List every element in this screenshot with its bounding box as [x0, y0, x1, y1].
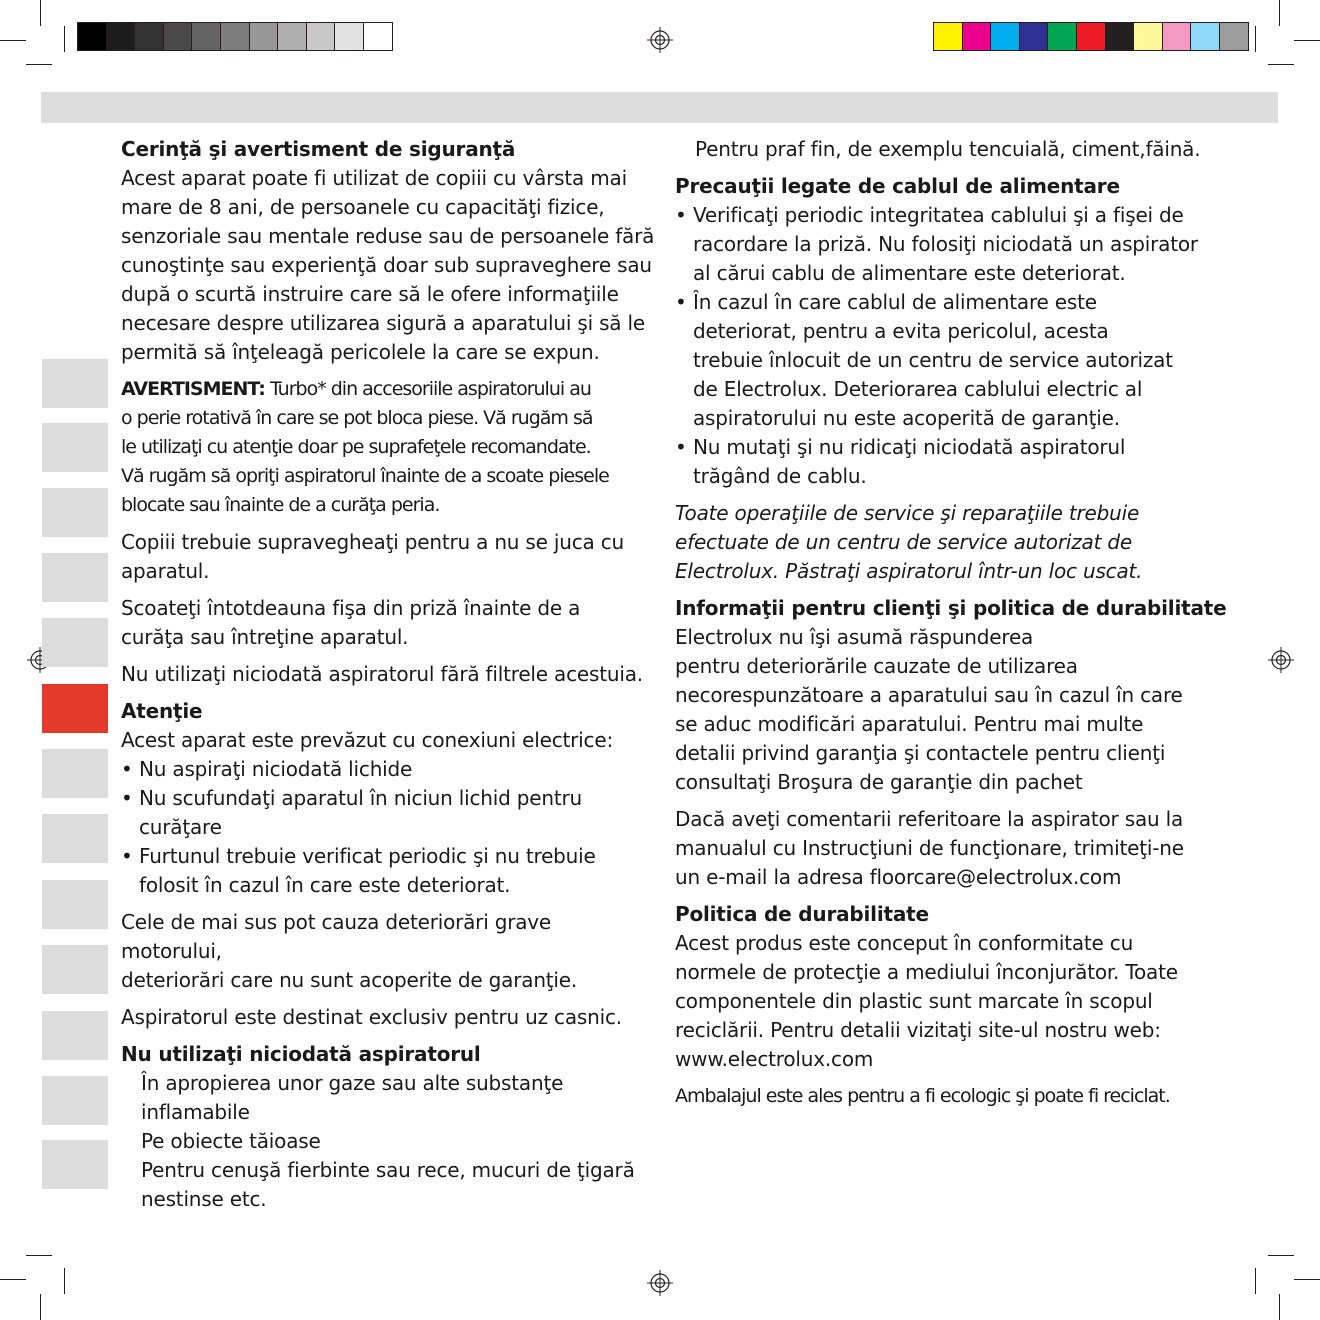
- unplug-paragraph: Scoateţi întotdeauna fişa din priză înainte de a curăţa sau întreţine aparatul.: [121, 596, 581, 649]
- attention-title: Atenţie: [121, 699, 203, 723]
- damage-paragraph: Cele de mai sus pot cauza deteriorări grave motorului, deteriorări care nu sunt acoperite de garanţie.: [121, 910, 578, 992]
- never-use-section: [121, 1040, 656, 1214]
- safety-text-line: Acest aparat poate fi utilizat de copiii cu vârsta mai: [121, 166, 627, 190]
- safety-text-line: senzoriale sau mentale reduse sau de persoanele fără: [121, 224, 655, 248]
- list-item: • Furtunul trebuie verificat periodic şi nu trebuie folosit în cazul în care este deteriorat.: [121, 842, 656, 900]
- color-swatch: [1191, 23, 1220, 50]
- sustainability-section: Politica de durabilitate Acest produs este conceput în conformitate cu normele de protecţie a mediului înconjurător. Toate componentele din plastic sunt marcate în scopul reciclării. Pentru detalii vizitaţi site-ul nostru web: www.electrolux.com: [675, 900, 1230, 1074]
- language-tab[interactable]: [42, 359, 108, 408]
- color-swatch: [307, 23, 336, 50]
- warning-text: o perie rotativă în care se pot bloca piese. Vă rugăm să: [121, 407, 593, 429]
- email-line: un e-mail la adresa floorcare@electrolux.com: [675, 865, 1122, 889]
- color-swatch: [963, 23, 992, 50]
- language-tab[interactable]: [42, 423, 108, 472]
- language-tab[interactable]: [42, 945, 108, 994]
- warning-text: Turbo* din accesoriile aspiratorului au: [264, 378, 591, 400]
- color-swatch: [1134, 23, 1163, 50]
- feedback-paragraph: Dacă aveţi comentarii referitoare la aspirator sau la manualul cu Instrucţiuni de funcţionare, trimiteţi-ne un e-mail la adresa floorcare@electrolux.com: [675, 805, 1230, 892]
- color-swatch: [364, 23, 392, 50]
- left-column: [121, 135, 656, 1214]
- safety-text-line: mare de 8 ani, de persoanele cu capacităţi fizice,: [121, 195, 605, 219]
- sustainability-title: Politica de durabilitate: [675, 902, 929, 926]
- color-swatch: [991, 23, 1020, 50]
- customer-info-section: Informaţii pentru clienţi şi politica de durabilitate Electrolux nu îşi asumă răspunderea pentru deteriorările cauzate de utilizarea necorespunzătoare a aparatului sau în cazul în care se aduc modificări aparatului. Pentru mai multe detalii privind garanţia şi contactele pentru clienţi consultaţi Broşura de garanţie din pachet: [675, 594, 1230, 797]
- attention-intro: Acest aparat este prevăzut cu conexiuni electrice:: [121, 728, 613, 752]
- attention-list: [121, 755, 656, 900]
- registration-mark-right: [1268, 647, 1294, 673]
- color-swatch: [1220, 23, 1248, 50]
- language-tab-active[interactable]: [42, 684, 108, 733]
- language-tab[interactable]: [42, 814, 108, 863]
- color-swatch: [192, 23, 221, 50]
- color-swatch: [135, 23, 164, 50]
- color-swatch: [278, 23, 307, 50]
- color-swatch: [934, 23, 963, 50]
- safety-text-line: după o scurtă instruire care să le ofere informaţiile: [121, 282, 619, 306]
- website-line: www.electrolux.com: [675, 1047, 874, 1071]
- color-swatch: [1020, 23, 1049, 50]
- language-tab[interactable]: [42, 618, 108, 667]
- customer-info-title: Informaţii pentru clienţi şi politica de durabilitate: [675, 596, 1227, 620]
- list-item: Pentru cenuşă fierbinte sau rece, mucuri de ţigară: [141, 1158, 635, 1182]
- color-swatch: [221, 23, 250, 50]
- language-tab[interactable]: [42, 1011, 108, 1060]
- list-item: • În cazul în care cablul de alimentare este deteriorat, pentru a evita pericolul, acesta trebuie înlocuit de un centru de service autorizat de Electrolux. Deteriorarea cablului electric al aspiratorului nu este acoperită de garanţie.: [675, 288, 1230, 433]
- grayscale-calibration-bar: [77, 22, 393, 51]
- color-calibration-bar: [933, 22, 1249, 51]
- safety-section: [121, 135, 656, 367]
- list-item: Pe obiecte tăioase: [141, 1129, 321, 1153]
- domestic-use-paragraph: Aspiratorul este destinat exclusiv pentru uz casnic.: [121, 1005, 622, 1029]
- registration-mark-bottom: [647, 1270, 673, 1296]
- header-band: [41, 92, 1278, 123]
- warning-text: blocate sau înainte de a curăţa peria.: [121, 494, 440, 516]
- list-item: • Nu scufundaţi aparatul în niciun lichid pentru curăţare: [121, 784, 656, 842]
- language-tab[interactable]: [42, 1076, 108, 1125]
- list-item: În apropierea unor gaze sau alte substanţe: [141, 1071, 564, 1095]
- cable-section: [675, 172, 1230, 491]
- service-note: Toate operaţiile de service şi reparaţiile trebuie efectuate de un centru de service autorizat de Electrolux. Păstraţi aspiratorul într-un loc uscat.: [675, 501, 1143, 583]
- right-column: [675, 135, 1230, 1111]
- cable-list: [675, 201, 1230, 491]
- color-swatch: [1048, 23, 1077, 50]
- never-use-title: Nu utilizaţi niciodată aspiratorul: [121, 1042, 481, 1066]
- color-swatch: [107, 23, 136, 50]
- color-swatch: [78, 23, 107, 50]
- color-swatch: [1163, 23, 1192, 50]
- warning-label: AVERTISMENT:: [121, 378, 265, 400]
- list-item: • Verificaţi periodic integritatea cablului şi a fişei de racordare la priză. Nu folosiţi niciodată un aspirator al cărui cablu de alimentare este deteriorat.: [675, 201, 1230, 288]
- packaging-note: Ambalajul este ales pentru a fi ecologic şi poate fi reciclat.: [675, 1085, 1170, 1107]
- list-item: nestinse etc.: [141, 1187, 267, 1211]
- safety-text-line: permită să înţeleagă pericolele la care se expun.: [121, 340, 600, 364]
- list-item: • Nu aspiraţi niciodată lichide: [121, 755, 656, 784]
- fine-dust-line: Pentru praf fin, de exemplu tencuială, ciment,făină.: [695, 137, 1201, 161]
- filters-paragraph: Nu utilizaţi niciodată aspiratorul fără filtrele acestuia.: [121, 662, 643, 686]
- language-tab[interactable]: [42, 880, 108, 929]
- color-swatch: [335, 23, 364, 50]
- children-paragraph: Copiii trebuie supravegheaţi pentru a nu se juca cu aparatul.: [121, 530, 625, 583]
- warning-block: [121, 375, 656, 520]
- attention-section: [121, 697, 656, 900]
- cable-title: Precauţii legate de cablul de alimentare: [675, 174, 1120, 198]
- registration-mark-top: [647, 27, 673, 53]
- warning-text: Vă rugăm să opriţi aspiratorul înainte de a scoate piesele: [121, 465, 609, 487]
- safety-text-line: necesare despre utilizarea sigură a aparatului şi să le: [121, 311, 645, 335]
- color-swatch: [250, 23, 279, 50]
- color-swatch: [1106, 23, 1135, 50]
- safety-text-line: cunoştinţe sau experienţă doar sub supraveghere sau: [121, 253, 652, 277]
- safety-title: Cerinţă şi avertisment de siguranţă: [121, 137, 516, 161]
- warning-text: le utilizaţi cu atenţie doar pe suprafeţele recomandate.: [121, 436, 591, 458]
- list-item: • Nu mutaţi şi nu ridicaţi niciodată aspiratorul trăgând de cablu.: [675, 433, 1230, 491]
- language-tab[interactable]: [42, 749, 108, 798]
- color-swatch: [164, 23, 193, 50]
- color-swatch: [1077, 23, 1106, 50]
- list-item: inflamabile: [141, 1100, 250, 1124]
- language-tab[interactable]: [42, 1140, 108, 1189]
- language-tab[interactable]: [42, 553, 108, 602]
- language-tab[interactable]: [42, 488, 108, 537]
